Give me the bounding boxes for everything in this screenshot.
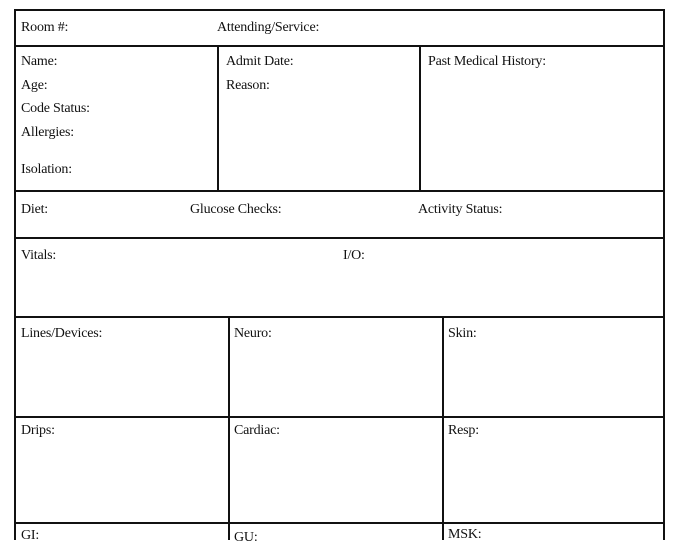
drips-label: Drips:: [21, 423, 55, 438]
resp-label: Resp:: [448, 423, 479, 438]
glucose-checks-label: Glucose Checks:: [190, 202, 282, 217]
vitals-label: Vitals:: [21, 248, 57, 263]
cardiac-label: Cardiac:: [234, 423, 280, 438]
attending-service-label: Attending/Service:: [217, 20, 320, 35]
admit-date-label: Admit Date:: [226, 54, 294, 69]
io-label: I/O:: [343, 248, 365, 263]
allergies-label: Allergies:: [21, 125, 74, 140]
gi-label: GI:: [21, 528, 40, 543]
reason-label: Reason:: [226, 78, 270, 93]
diet-activity-row: [14, 190, 665, 239]
gi-box: [14, 522, 230, 540]
isolation-label: Isolation:: [21, 162, 72, 177]
neuro-label: Neuro:: [234, 326, 272, 341]
header-row: [14, 9, 665, 47]
name-label: Name:: [21, 54, 58, 69]
activity-status-label: Activity Status:: [418, 202, 503, 217]
code-status-label: Code Status:: [21, 101, 90, 116]
room-label: Room #:: [21, 20, 69, 35]
gu-box: [228, 522, 444, 540]
lines-devices-label: Lines/Devices:: [21, 326, 103, 341]
past-medical-history-label: Past Medical History:: [428, 54, 546, 69]
skin-label: Skin:: [448, 326, 477, 341]
msk-label: MSK:: [448, 527, 482, 542]
diet-label: Diet:: [21, 202, 48, 217]
age-label: Age:: [21, 78, 48, 93]
gu-label: GU:: [234, 530, 258, 545]
vitals-io-row: [14, 237, 665, 318]
